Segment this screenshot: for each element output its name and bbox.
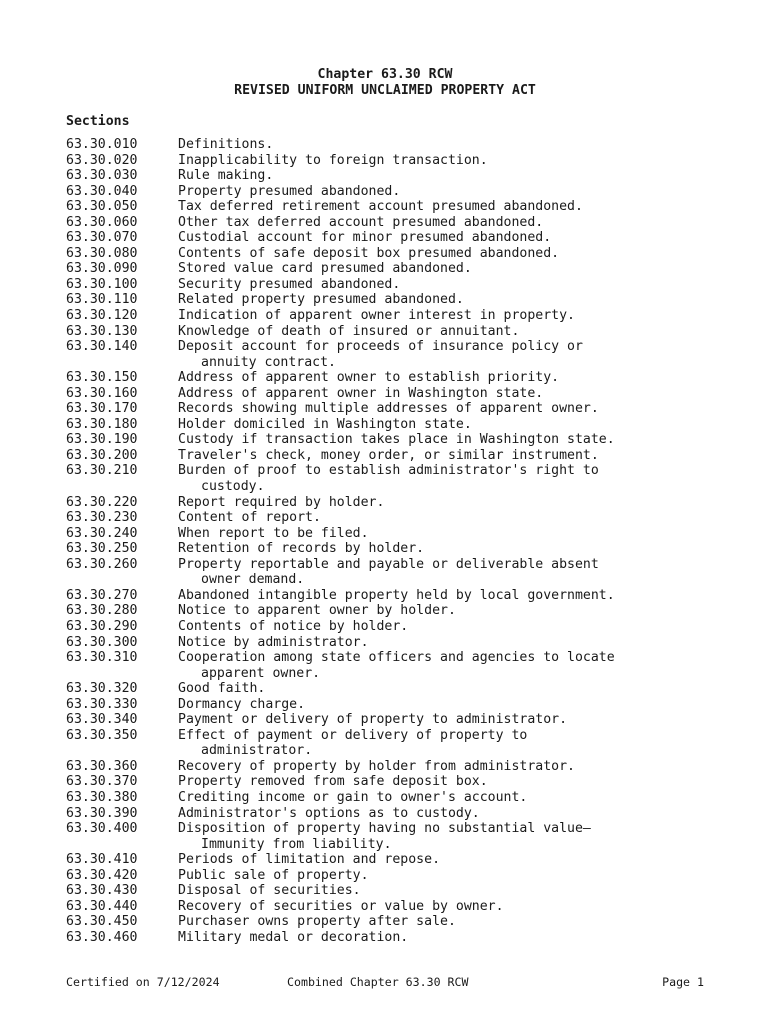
section-number: 63.30.420 — [66, 867, 138, 883]
section-caption-line: Periods of limitation and repose. — [178, 852, 441, 868]
section-caption-line: Address of apparent owner to establish priority. — [178, 370, 560, 386]
section-entry — [66, 417, 706, 433]
section-number: 63.30.130 — [66, 323, 138, 339]
section-caption — [178, 292, 706, 308]
section-caption — [178, 697, 706, 713]
section-caption-line: When report to be filed. — [178, 525, 369, 541]
section-entry — [66, 339, 706, 370]
section-number: 63.30.210 — [66, 463, 138, 479]
section-caption — [178, 603, 706, 619]
section-entry — [66, 292, 706, 308]
section-number: 63.30.280 — [66, 603, 138, 619]
section-number: 63.30.360 — [66, 758, 138, 774]
section-entry — [66, 324, 706, 340]
section-caption — [178, 510, 706, 526]
section-caption — [178, 650, 706, 681]
section-caption-line: Security presumed abandoned. — [178, 276, 401, 292]
section-entry — [66, 635, 706, 651]
section-caption — [178, 417, 706, 433]
section-entry — [66, 759, 706, 775]
section-caption-line: Deposit account for proceeds of insurance policy or — [178, 339, 583, 355]
section-number: 63.30.430 — [66, 883, 138, 899]
section-caption-line: Holder domiciled in Washington state. — [178, 416, 472, 432]
section-caption — [178, 215, 706, 231]
section-caption-line: Tax deferred retirement account presumed abandoned. — [178, 199, 583, 215]
section-caption — [178, 681, 706, 697]
section-number: 63.30.140 — [66, 339, 138, 355]
document-title — [0, 67, 770, 98]
section-caption-continuation: custody. — [201, 479, 265, 495]
section-caption — [178, 883, 706, 899]
section-caption — [178, 230, 706, 246]
section-entry — [66, 821, 706, 852]
section-caption — [178, 728, 706, 759]
section-caption — [178, 635, 706, 651]
section-entry — [66, 199, 706, 215]
sections-list — [66, 137, 706, 945]
section-number: 63.30.410 — [66, 852, 138, 868]
section-caption — [178, 619, 706, 635]
section-caption-line: Notice to apparent owner by holder. — [178, 603, 456, 619]
section-caption-line: Abandoned intangible property held by local government. — [178, 587, 615, 603]
section-caption — [178, 541, 706, 557]
section-entry — [66, 712, 706, 728]
section-caption-line: Disposition of property having no substantial value— — [178, 821, 591, 837]
section-number: 63.30.400 — [66, 821, 138, 837]
section-entry — [66, 883, 706, 899]
section-entry — [66, 526, 706, 542]
section-caption — [178, 261, 706, 277]
section-caption-line: Stored value card presumed abandoned. — [178, 261, 472, 277]
section-entry — [66, 230, 706, 246]
section-caption-continuation: owner demand. — [201, 572, 305, 588]
section-entry — [66, 650, 706, 681]
section-number: 63.30.200 — [66, 447, 138, 463]
section-caption — [178, 588, 706, 604]
section-caption-line: Records showing multiple addresses of apparent owner. — [178, 401, 599, 417]
section-caption — [178, 899, 706, 915]
section-caption — [178, 712, 706, 728]
section-number: 63.30.450 — [66, 914, 138, 930]
section-number: 63.30.150 — [66, 370, 138, 386]
section-entry — [66, 930, 706, 946]
section-caption — [178, 495, 706, 511]
section-entry — [66, 868, 706, 884]
section-caption-line: Dormancy charge. — [178, 696, 306, 712]
section-entry — [66, 137, 706, 153]
section-number: 63.30.220 — [66, 494, 138, 510]
section-caption — [178, 199, 706, 215]
section-caption — [178, 868, 706, 884]
section-caption — [178, 308, 706, 324]
section-caption-line: Public sale of property. — [178, 867, 369, 883]
section-number: 63.30.070 — [66, 230, 138, 246]
chapter-heading: Chapter 63.30 RCW — [317, 67, 453, 82]
section-number: 63.30.240 — [66, 525, 138, 541]
section-number: 63.30.080 — [66, 245, 138, 261]
section-caption — [178, 759, 706, 775]
combined-chapter-label: Combined Chapter 63.30 RCW — [287, 975, 469, 989]
section-caption-line: Crediting income or gain to owner's account. — [178, 789, 528, 805]
page-number: Page 1 — [662, 975, 704, 989]
section-number: 63.30.380 — [66, 789, 138, 805]
page-footer — [66, 975, 706, 991]
section-entry — [66, 153, 706, 169]
section-caption-line: Recovery of property by holder from administrator. — [178, 758, 575, 774]
section-number: 63.30.040 — [66, 183, 138, 199]
section-caption — [178, 774, 706, 790]
section-entry — [66, 277, 706, 293]
certified-date: Certified on 7/12/2024 — [66, 975, 220, 989]
section-number: 63.30.100 — [66, 276, 138, 292]
section-number: 63.30.390 — [66, 805, 138, 821]
section-number: 63.30.050 — [66, 199, 138, 215]
section-caption — [178, 339, 706, 370]
section-number: 63.30.090 — [66, 261, 138, 277]
section-caption — [178, 821, 706, 852]
section-caption — [178, 930, 706, 946]
section-entry — [66, 728, 706, 759]
section-entry — [66, 463, 706, 494]
section-number: 63.30.370 — [66, 774, 138, 790]
section-number: 63.30.310 — [66, 650, 138, 666]
section-caption-line: Contents of notice by holder. — [178, 618, 409, 634]
section-caption-line: Disposal of securities. — [178, 883, 361, 899]
section-number: 63.30.010 — [66, 137, 138, 152]
section-caption — [178, 153, 706, 169]
section-entry — [66, 261, 706, 277]
section-caption — [178, 184, 706, 200]
section-caption-line: Inapplicability to foreign transaction. — [178, 152, 488, 168]
section-number: 63.30.160 — [66, 385, 138, 401]
section-number: 63.30.340 — [66, 712, 138, 728]
section-caption — [178, 557, 706, 588]
section-caption-line: Address of apparent owner in Washington state. — [178, 385, 544, 401]
section-caption-line: Custody if transaction takes place in Washington state. — [178, 432, 615, 448]
section-caption — [178, 168, 706, 184]
section-caption — [178, 137, 706, 153]
section-entry — [66, 448, 706, 464]
act-title: REVISED UNIFORM UNCLAIMED PROPERTY ACT — [234, 82, 536, 98]
section-number: 63.30.300 — [66, 634, 138, 650]
section-caption — [178, 401, 706, 417]
section-caption — [178, 790, 706, 806]
section-number: 63.30.180 — [66, 416, 138, 432]
section-caption — [178, 852, 706, 868]
section-entry — [66, 774, 706, 790]
section-caption-line: Custodial account for minor presumed abandoned. — [178, 230, 552, 246]
section-number: 63.30.170 — [66, 401, 138, 417]
section-number: 63.30.320 — [66, 681, 138, 697]
section-entry — [66, 806, 706, 822]
section-entry — [66, 184, 706, 200]
section-caption-line: Report required by holder. — [178, 494, 385, 510]
section-number: 63.30.260 — [66, 556, 138, 572]
section-number: 63.30.110 — [66, 292, 138, 308]
section-entry — [66, 386, 706, 402]
section-caption-line: Recovery of securities or value by owner. — [178, 898, 504, 914]
section-caption-line: Related property presumed abandoned. — [178, 292, 464, 308]
section-number: 63.30.060 — [66, 214, 138, 230]
section-number: 63.30.190 — [66, 432, 138, 448]
section-caption — [178, 324, 706, 340]
section-entry — [66, 790, 706, 806]
section-caption — [178, 246, 706, 262]
section-entry — [66, 401, 706, 417]
section-caption-line: Content of report. — [178, 510, 321, 526]
section-number: 63.30.270 — [66, 587, 138, 603]
section-caption-continuation: administrator. — [201, 743, 313, 759]
section-caption-line: Administrator's options as to custody. — [178, 805, 480, 821]
section-caption — [178, 386, 706, 402]
section-caption-line: Contents of safe deposit box presumed abandoned. — [178, 245, 560, 261]
section-caption-line: Rule making. — [178, 168, 274, 184]
section-caption — [178, 432, 706, 448]
section-entry — [66, 432, 706, 448]
section-number: 63.30.250 — [66, 541, 138, 557]
section-entry — [66, 852, 706, 868]
section-entry — [66, 603, 706, 619]
section-entry — [66, 541, 706, 557]
section-caption-continuation: apparent owner. — [201, 665, 321, 681]
section-caption — [178, 370, 706, 386]
section-caption-line: Property presumed abandoned. — [178, 183, 401, 199]
section-caption — [178, 806, 706, 822]
section-number: 63.30.440 — [66, 898, 138, 914]
section-entry — [66, 619, 706, 635]
section-caption-line: Good faith. — [178, 681, 266, 697]
section-caption-continuation: Immunity from liability. — [201, 836, 392, 852]
section-number: 63.30.030 — [66, 168, 138, 184]
section-caption-line: Payment or delivery of property to administrator. — [178, 712, 568, 728]
section-caption-line: Definitions. — [178, 137, 274, 152]
section-caption-line: Cooperation among state officers and agencies to locate — [178, 650, 615, 666]
section-caption-line: Property reportable and payable or deliverable absent — [178, 556, 599, 572]
section-number: 63.30.460 — [66, 929, 138, 945]
section-caption-line: Retention of records by holder. — [178, 541, 425, 557]
section-caption-line: Military medal or decoration. — [178, 929, 409, 945]
section-caption — [178, 277, 706, 293]
section-entry — [66, 899, 706, 915]
section-entry — [66, 588, 706, 604]
section-caption-line: Indication of apparent owner interest in property. — [178, 308, 575, 324]
section-caption — [178, 463, 706, 494]
section-entry — [66, 681, 706, 697]
section-entry — [66, 697, 706, 713]
section-caption-line: Notice by administrator. — [178, 634, 369, 650]
section-entry — [66, 308, 706, 324]
section-number: 63.30.290 — [66, 618, 138, 634]
section-caption-line: Other tax deferred account presumed abandoned. — [178, 214, 544, 230]
section-number: 63.30.350 — [66, 727, 138, 743]
section-caption-line: Traveler's check, money order, or similar instrument. — [178, 447, 599, 463]
section-caption-line: Property removed from safe deposit box. — [178, 774, 488, 790]
section-number: 63.30.120 — [66, 308, 138, 324]
section-entry — [66, 557, 706, 588]
section-caption-line: Purchaser owns property after sale. — [178, 914, 456, 930]
section-caption-line: Knowledge of death of insured or annuitant. — [178, 323, 520, 339]
sections-heading: Sections — [66, 114, 130, 129]
section-entry — [66, 370, 706, 386]
section-number: 63.30.020 — [66, 152, 138, 168]
section-number: 63.30.330 — [66, 696, 138, 712]
section-caption-continuation: annuity contract. — [201, 354, 336, 370]
section-caption-line: Effect of payment or delivery of property to — [178, 727, 528, 743]
section-entry — [66, 914, 706, 930]
section-entry — [66, 510, 706, 526]
section-number: 63.30.230 — [66, 510, 138, 526]
section-entry — [66, 215, 706, 231]
section-caption — [178, 914, 706, 930]
section-caption — [178, 526, 706, 542]
section-entry — [66, 168, 706, 184]
section-entry — [66, 495, 706, 511]
section-caption — [178, 448, 706, 464]
section-entry — [66, 246, 706, 262]
section-caption-line: Burden of proof to establish administrator's right to — [178, 463, 599, 479]
